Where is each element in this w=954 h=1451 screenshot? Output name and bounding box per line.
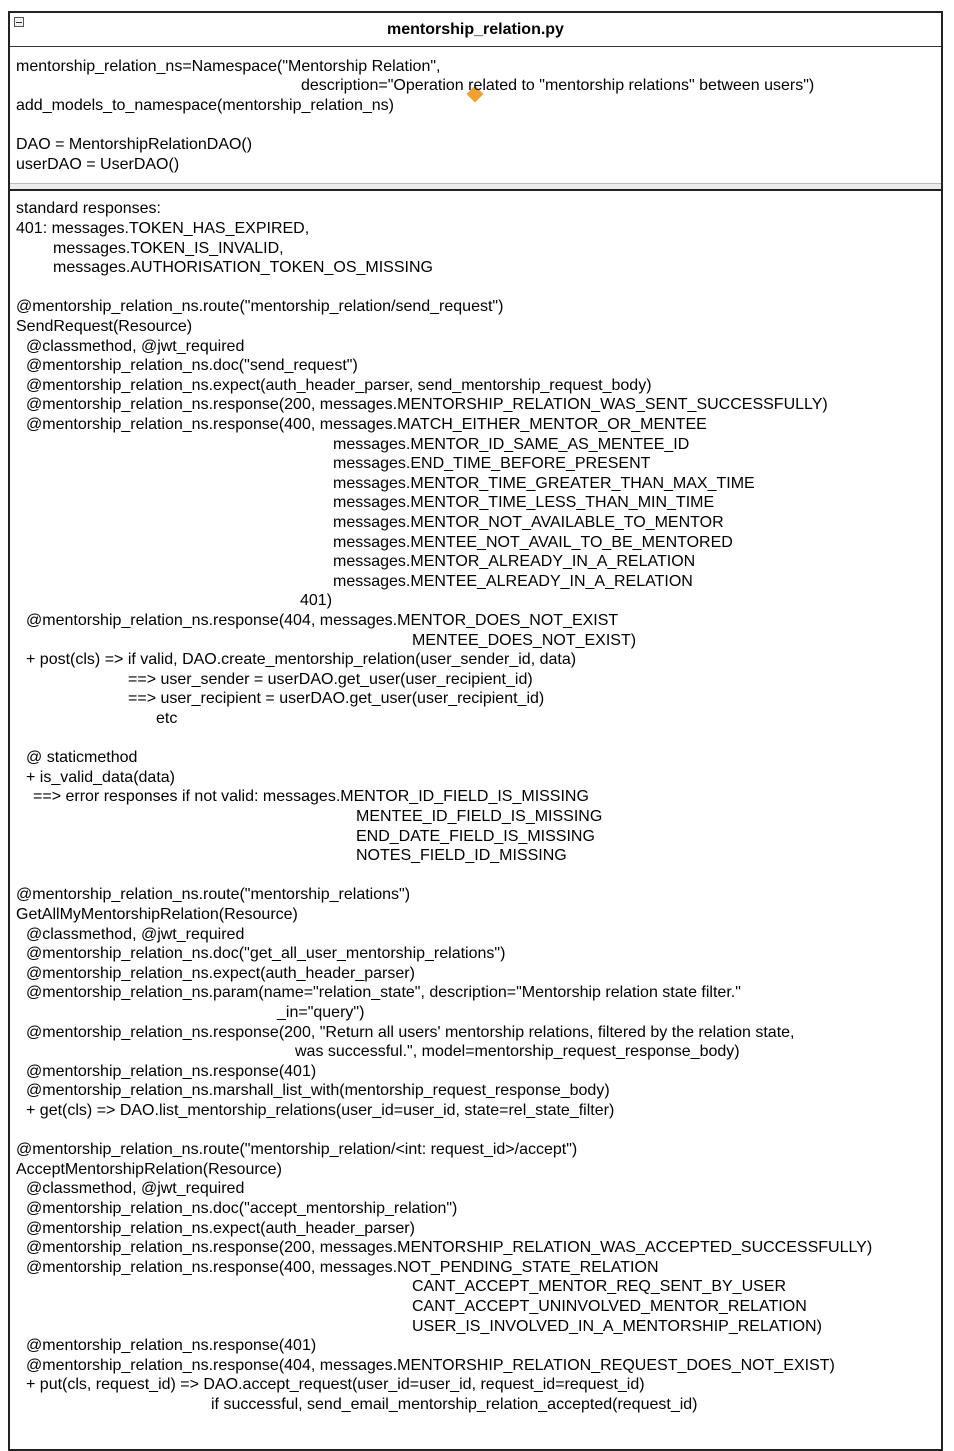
- operation-line: + post(cls) => if valid, DAO.create_mentorship_relation(user_sender_id, data): [26, 651, 577, 668]
- class-header: [10, 13, 941, 47]
- operation-line: ==> error responses if not valid: messages.MENTOR_ID_FIELD_IS_MISSING: [33, 788, 589, 805]
- operation-line: @mentorship_relation_ns.marshall_list_with(mentorship_request_response_body): [26, 1082, 610, 1099]
- operation-line: messages.MENTOR_ALREADY_IN_A_RELATION: [333, 553, 696, 570]
- operation-line: USER_IS_INVOLVED_IN_A_MENTORSHIP_RELATION): [412, 1318, 822, 1335]
- operation-line: @mentorship_relation_ns.route("mentorship_relations"): [16, 886, 411, 903]
- operation-line: @mentorship_relation_ns.doc("send_request"): [26, 357, 358, 374]
- operation-line: _in="query"): [277, 1004, 365, 1021]
- operation-line: MENTEE_ID_FIELD_IS_MISSING: [356, 808, 603, 825]
- operation-line: ==> user_sender = userDAO.get_user(user_recipient_id): [128, 671, 533, 688]
- operation-line: @mentorship_relation_ns.response(200, "Return all users' mentorship relations, filtered by the relation state,: [26, 1024, 795, 1041]
- operation-line: messages.MENTEE_ALREADY_IN_A_RELATION: [333, 573, 693, 590]
- compartment-divider: [10, 183, 941, 191]
- operation-line: @mentorship_relation_ns.expect(auth_header_parser): [26, 1220, 415, 1237]
- operation-line: CANT_ACCEPT_UNINVOLVED_MENTOR_RELATION: [412, 1298, 807, 1315]
- operation-line: @mentorship_relation_ns.response(401): [26, 1337, 317, 1354]
- operation-line: 401): [300, 592, 333, 609]
- operation-line: messages.AUTHORISATION_TOKEN_OS_MISSING: [53, 259, 433, 276]
- operation-line: messages.TOKEN_IS_INVALID,: [53, 240, 284, 257]
- operation-line: @classmethod, @jwt_required: [26, 1180, 245, 1197]
- operation-line: @mentorship_relation_ns.route("mentorship_relation/<int: request_id>/accept"): [16, 1141, 578, 1158]
- operation-line: @mentorship_relation_ns.response(401): [26, 1063, 317, 1080]
- operation-line: standard responses:: [16, 200, 161, 217]
- operation-line: messages.MENTOR_NOT_AVAILABLE_TO_MENTOR: [333, 514, 724, 531]
- operation-line: @classmethod, @jwt_required: [26, 338, 245, 355]
- operation-line: GetAllMyMentorshipRelation(Resource): [16, 906, 298, 923]
- class-title: mentorship_relation.py: [387, 21, 564, 38]
- operation-line: if successful, send_email_mentorship_relation_accepted(request_id): [211, 1396, 698, 1413]
- operation-line: messages.END_TIME_BEFORE_PRESENT: [333, 455, 651, 472]
- operation-line: END_DATE_FIELD_IS_MISSING: [356, 828, 595, 845]
- operation-line: @classmethod, @jwt_required: [26, 926, 245, 943]
- operation-line: SendRequest(Resource): [16, 318, 193, 335]
- operation-line: + put(cls, request_id) => DAO.accept_request(user_id=user_id, request_id=request_id): [26, 1376, 645, 1393]
- operation-line: @mentorship_relation_ns.response(404, messages.MENTORSHIP_RELATION_REQUEST_DOES_NOT_EXIST): [26, 1357, 835, 1374]
- operation-line: ==> user_recipient = userDAO.get_user(user_recipient_id): [128, 690, 545, 707]
- operation-line: MENTEE_DOES_NOT_EXIST): [412, 632, 637, 649]
- operation-line: CANT_ACCEPT_MENTOR_REQ_SENT_BY_USER: [412, 1278, 787, 1295]
- operation-line: @mentorship_relation_ns.param(name="relation_state", description="Mentorship relation state filter.": [26, 984, 741, 1001]
- attribute-line: add_models_to_namespace(mentorship_relation_ns): [16, 97, 395, 114]
- attribute-line: description="Operation related to "mentorship relations" between users"): [301, 77, 815, 94]
- operation-line: + is_valid_data(data): [26, 769, 175, 786]
- operation-line: @mentorship_relation_ns.response(200, messages.MENTORSHIP_RELATION_WAS_ACCEPTED_SUCCESSFULLY): [26, 1239, 873, 1256]
- attribute-line: mentorship_relation_ns=Namespace("Mentorship Relation",: [16, 58, 441, 75]
- operation-line: @mentorship_relation_ns.response(404, messages.MENTOR_DOES_NOT_EXIST: [26, 612, 619, 629]
- operation-line: @mentorship_relation_ns.doc("get_all_user_mentorship_relations"): [26, 945, 506, 962]
- operation-line: @mentorship_relation_ns.route("mentorship_relation/send_request"): [16, 298, 504, 315]
- operation-line: @ staticmethod: [26, 749, 138, 766]
- operation-line: messages.MENTOR_TIME_GREATER_THAN_MAX_TIME: [333, 475, 755, 492]
- operation-line: @mentorship_relation_ns.response(400, messages.MATCH_EITHER_MENTOR_OR_MENTEE: [26, 416, 707, 433]
- operation-line: etc: [156, 710, 178, 727]
- operation-line: AcceptMentorshipRelation(Resource): [16, 1161, 282, 1178]
- operation-line: NOTES_FIELD_ID_MISSING: [356, 847, 567, 864]
- operation-line: messages.MENTEE_NOT_AVAIL_TO_BE_MENTORED: [333, 534, 733, 551]
- operation-line: 401: messages.TOKEN_HAS_EXPIRED,: [16, 220, 310, 237]
- operation-line: @mentorship_relation_ns.expect(auth_header_parser): [26, 965, 415, 982]
- operation-line: @mentorship_relation_ns.response(200, messages.MENTORSHIP_RELATION_WAS_SENT_SUCCESSFULLY): [26, 396, 828, 413]
- operation-line: messages.MENTOR_TIME_LESS_THAN_MIN_TIME: [333, 494, 715, 511]
- operation-line: + get(cls) => DAO.list_mentorship_relations(user_id=user_id, state=rel_state_filter): [26, 1102, 615, 1119]
- attribute-line: userDAO = UserDAO(): [16, 156, 180, 173]
- operation-line: @mentorship_relation_ns.doc("accept_mentorship_relation"): [26, 1200, 458, 1217]
- attribute-line: DAO = MentorshipRelationDAO(): [16, 136, 253, 153]
- operation-line: @mentorship_relation_ns.expect(auth_header_parser, send_mentorship_request_body): [26, 377, 652, 394]
- operation-line: messages.MENTOR_ID_SAME_AS_MENTEE_ID: [333, 436, 690, 453]
- operation-line: @mentorship_relation_ns.response(400, messages.NOT_PENDING_STATE_RELATION: [26, 1259, 659, 1276]
- operation-line: was successful.", model=mentorship_request_response_body): [295, 1043, 740, 1060]
